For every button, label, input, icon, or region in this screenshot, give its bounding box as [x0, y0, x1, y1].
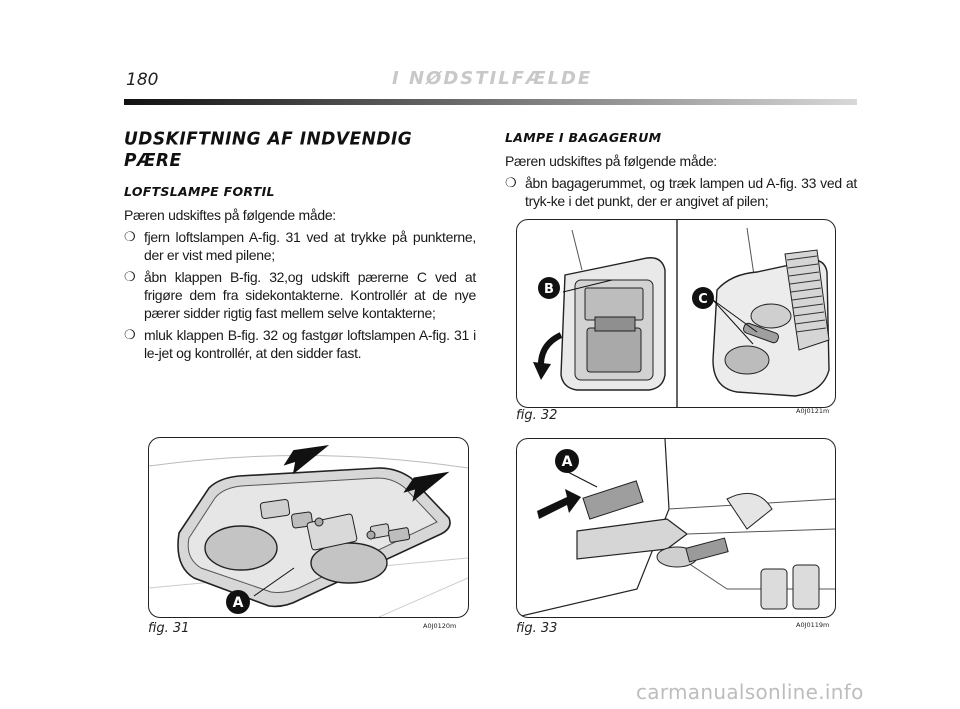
figure-33-caption: fig. 33: [516, 621, 558, 636]
bullet-icon: ❍: [505, 175, 517, 190]
subheading-trunk-lamp: LAMPE I BAGAGERUM: [505, 130, 662, 145]
callout-a-label: A: [561, 454, 573, 470]
list-item: ❍ åbn klappen B-fig. 32,og udskift pærerne C ved at frigøre dem fra sidekontakterne. Kontrollér at de nye pærer sidder rigtig fast mellem selve kontakterne;: [124, 269, 476, 321]
intro-text: Pæren udskiftes på følgende måde:: [505, 153, 717, 169]
figure-33-code: A0J0119m: [796, 621, 830, 629]
header-rule: [124, 99, 857, 105]
bullet-icon: ❍: [124, 269, 136, 284]
callout-c-label: C: [698, 292, 708, 307]
watermark: carmanualsonline.info: [636, 680, 864, 704]
steps-list: [124, 228, 476, 362]
figure-31-code: A0J0120m: [423, 622, 457, 630]
intro-text: Pæren udskiftes på følgende måde:: [124, 207, 336, 223]
subheading-front-lamp: LOFTSLAMPE FORTIL: [124, 184, 275, 199]
figure-32-illustration: [516, 219, 836, 408]
callout-a-label: A: [232, 595, 244, 611]
bullet-icon: ❍: [124, 229, 136, 244]
page-number: 180: [126, 70, 159, 90]
section-heading: UDSKIFTNING AF INDVENDIG PÆRE: [124, 129, 413, 171]
chapter-title: I NØDSTILFÆLDE: [392, 68, 593, 89]
list-item: ❍ mluk klappen B-fig. 32 og fastgør loftslampen A-fig. 31 i le-jet og kontrollér, at den sidder fast.: [124, 327, 476, 361]
left-column: [124, 126, 476, 366]
figure-31-illustration: [148, 437, 469, 618]
list-item: ❍ fjern loftslampen A-fig. 31 ved at trykke på punkterne, der er vist med pilene;: [124, 229, 476, 263]
figure-33-illustration: [516, 438, 836, 618]
callout-b-label: B: [544, 282, 554, 297]
right-column: [505, 126, 857, 214]
figure-32-caption: fig. 32: [516, 408, 558, 423]
figure-31-caption: fig. 31: [148, 621, 190, 636]
bullet-icon: ❍: [124, 327, 136, 342]
list-item: ❍ åbn bagagerummet, og træk lampen ud A-fig. 33 ved at tryk-ke i det punkt, der er angivet af pilen;: [505, 175, 857, 209]
steps-list: [505, 174, 857, 210]
figure-32-code: A0J0121m: [796, 407, 830, 415]
